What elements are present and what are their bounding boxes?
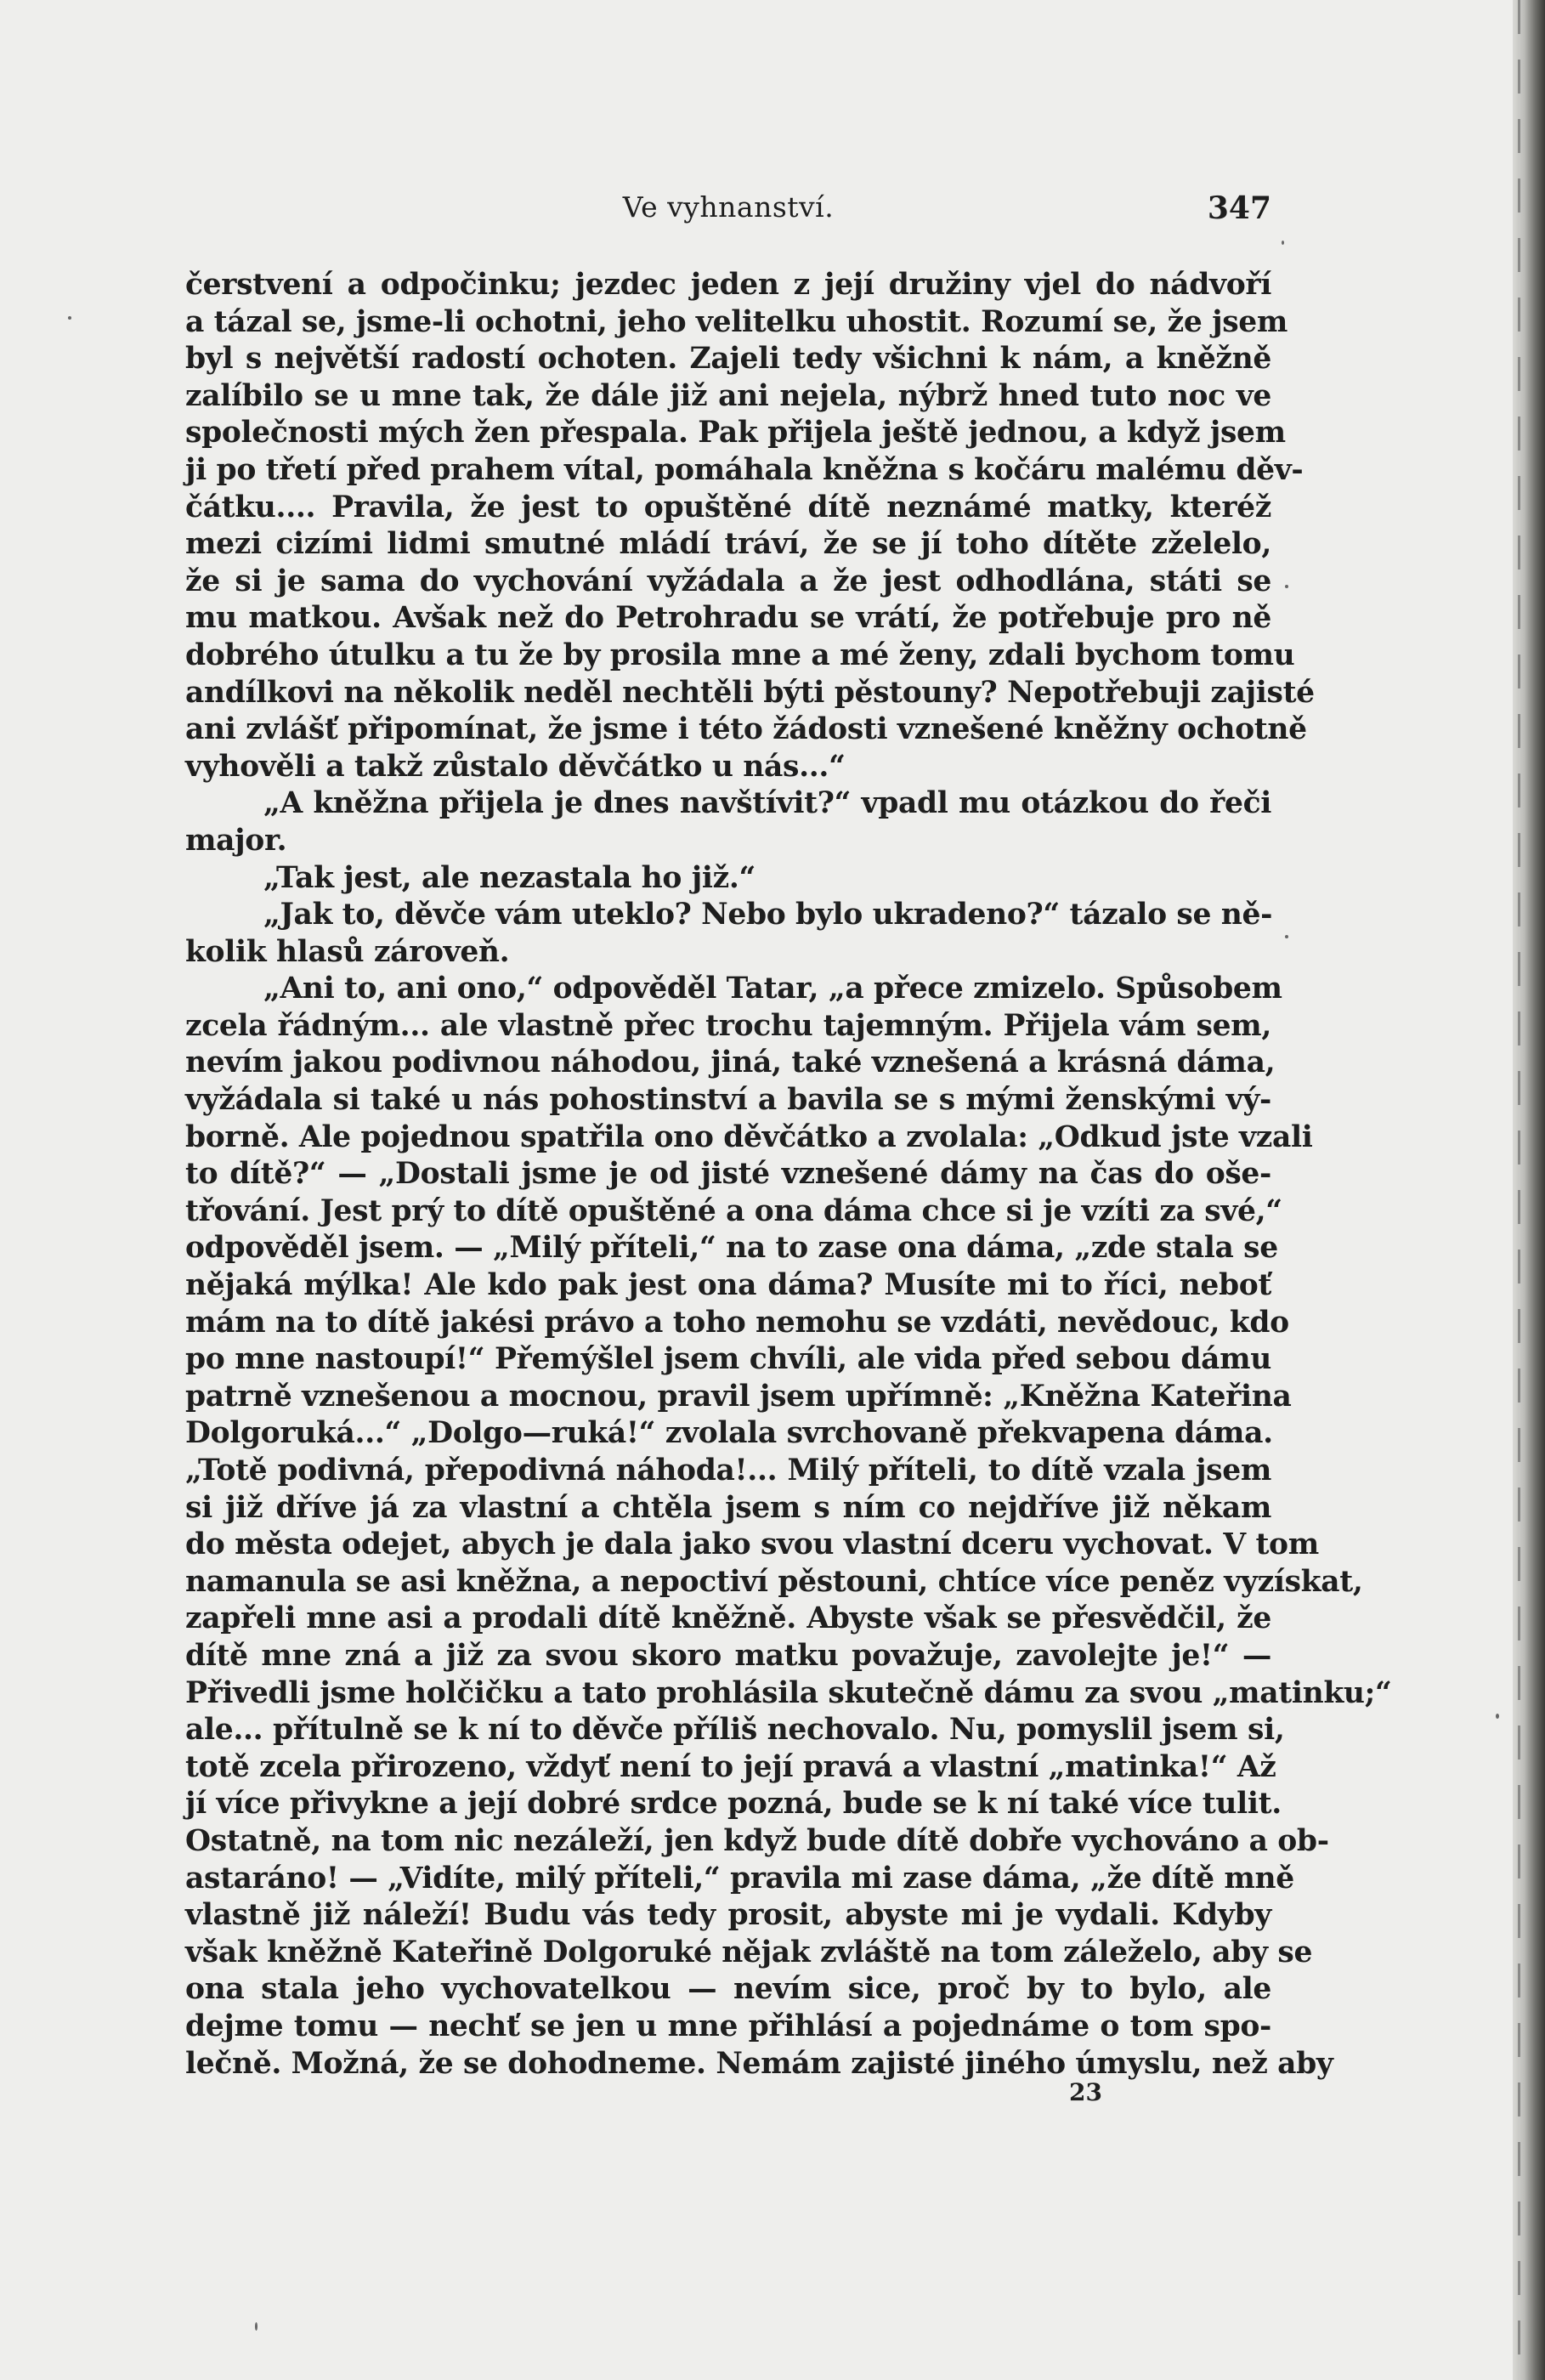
text-line: po mne nastoupí!“ Přemýšlel jsem chvíli, ale vida před sebou dámu	[185, 1342, 1271, 1377]
paper-speck	[1285, 935, 1288, 938]
text-line: nevím jakou podivnou náhodou, jiná, také vznešená a krásná dáma,	[185, 1046, 1276, 1080]
text-line: zapřeli mne asi a prodali dítě kněžně. Abyste však se přesvědčil, že	[185, 1601, 1271, 1636]
signature-mark: 23	[1069, 2078, 1102, 2106]
paper-speck	[1285, 585, 1288, 588]
paper-speck	[1496, 1714, 1499, 1719]
text-line: „Totě podivná, přepodivná náhoda!... Milý příteli, to dítě vzala jsem	[185, 1454, 1271, 1488]
text-line: mu matkou. Avšak než do Petrohradu se vrátí, že potřebuje pro ně	[185, 601, 1271, 636]
body-text	[185, 267, 1392, 2082]
page-header	[185, 190, 1271, 241]
text-line: Přivedli jsme holčičku a tato prohlásila skutečně dámu za svou „matinku;“	[185, 1675, 1392, 1710]
text-line: kolik hlasů zároveň.	[185, 934, 510, 969]
paper-speck	[255, 2322, 258, 2331]
text-line: vyžádala si také u nás pohostinství a bavila se s mými ženskými vý-	[185, 1083, 1271, 1118]
text-line: to dítě?“ — „Dostali jsme je od jisté vznešené dámy na čas do oše-	[185, 1157, 1271, 1192]
text-line: byl s největší radostí ochoten. Zajeli tedy všichni k nám, a kněžně	[185, 342, 1271, 377]
text-line: dejme tomu — nechť se jen u mne přihlásí a pojednáme o tom spo-	[185, 2009, 1271, 2043]
text-line: však kněžně Kateřině Dolgoruké nějak zvláště na tom záleželo, aby se	[185, 1935, 1313, 1969]
text-line: ani zvlášť připomínat, že jsme i této žádosti vznešené kněžny ochotně	[185, 712, 1307, 747]
text-line: ji po třetí před prahem vítal, pomáhala kněžna s kočáru malému děv-	[185, 452, 1304, 487]
text-line: mezi cizími lidmi smutné mládí tráví, že se jí toho dítěte zželelo,	[185, 527, 1271, 562]
text-line: že si je sama do vychování vyžádala a že jest odhodlána, státi se	[185, 564, 1271, 598]
text-line: odpověděl jsem. — „Milý příteli,“ na to zase ona dáma, „zde stala se	[185, 1231, 1278, 1266]
page-number: 347	[1207, 190, 1271, 226]
text-line: lečně. Možná, že se dohodneme. Nemám zajisté jiného úmyslu, než aby	[185, 2046, 1333, 2081]
text-line: Ostatně, na tom nic nezáleží, jen když bude dítě dobře vychováno a ob-	[185, 1823, 1329, 1858]
page-edge	[1513, 0, 1545, 2380]
text-line: ona stala jeho vychovatelkou — nevím sice, proč by to bylo, ale	[185, 1972, 1271, 2007]
text-line: Dolgoruká...“ „Dolgo—ruká!“ zvolala svrchovaně překvapena dáma.	[185, 1416, 1273, 1451]
text-line: třování. Jest prý to dítě opuštěné a ona dáma chce si je vzíti za své,“	[185, 1193, 1282, 1228]
text-line: dítě mne zná a již za svou skoro matku považuje, zavolejte je!“ —	[185, 1638, 1271, 1673]
text-line: si již dříve já za vlastní a chtěla jsem s ním co nejdříve již někam	[185, 1490, 1271, 1525]
text-line: astaráno! — „Vidíte, milý příteli,“ pravila mi zase dáma, „že dítě mně	[185, 1861, 1294, 1896]
text-line: „A kněžna přijela je dnes navštívit?“ vpadl mu otázkou do řeči	[263, 786, 1271, 821]
text-line: major.	[185, 823, 287, 858]
text-line: zalíbilo se u mne tak, že dále již ani nejela, nýbrž hned tuto noc ve	[185, 378, 1271, 413]
running-title: Ve vyhnanství.	[622, 190, 835, 224]
text-line: nějaká mýlka! Ale kdo pak jest ona dáma? Musíte mi to říci, neboť	[185, 1268, 1271, 1303]
text-line: namanula se asi kněžna, a nepoctiví pěstouni, chtíce více peněz vyzískat,	[185, 1564, 1363, 1599]
text-line: „Jak to, děvče vám uteklo? Nebo bylo ukradeno?“ tázalo se ně-	[263, 898, 1273, 932]
text-line: mám na to dítě jakési právo a toho nemohu se vzdáti, nevědouc, kdo	[185, 1305, 1289, 1340]
text-line: andílkovi na několik neděl nechtěli býti pěstouny? Nepotřebuji zajisté	[185, 675, 1315, 710]
text-line: dobrého útulku a tu že by prosila mne a mé ženy, zdali bychom tomu	[185, 638, 1295, 672]
text-line: borně. Ale pojednou spatřila ono děvčátko a zvolala: „Odkud jste vzali	[185, 1119, 1313, 1154]
text-line: do města odejet, abych je dala jako svou vlastní dceru vychovat. V tom	[185, 1527, 1319, 1562]
paper-speck	[1282, 241, 1284, 245]
text-line: společnosti mých žen přespala. Pak přijela ještě jednou, a když jsem	[185, 416, 1286, 450]
text-line: a tázal se, jsme-li ochotni, jeho velitelku uhostit. Rozumí se, že jsem	[185, 304, 1288, 339]
text-line: „Ani to, ani ono,“ odpověděl Tatar, „a přece zmizelo. Spůsobem	[263, 972, 1282, 1006]
text-line: vyhověli a takž zůstalo děvčátko u nás...“	[185, 749, 846, 784]
text-line: vlastně již náleží! Budu vás tedy prosit, abyste mi je vydali. Kdyby	[185, 1898, 1271, 1933]
paper-speck	[68, 316, 71, 320]
text-line: čerstvení a odpočinku; jezdec jeden z její družiny vjel do nádvoří	[185, 268, 1271, 302]
text-line: zcela řádným... ale vlastně přec trochu tajemným. Přijela vám sem,	[185, 1008, 1271, 1043]
text-line: totě zcela přirozeno, vždyť není to její pravá a vlastní „matinka!“ Až	[185, 1749, 1276, 1784]
text-line: „Tak jest, ale nezastala ho již.“	[263, 860, 756, 895]
text-line: ale... přítulně se k ní to děvče příliš nechovalo. Nu, pomyslil jsem si,	[185, 1713, 1285, 1748]
text-line: patrně vznešenou a mocnou, pravil jsem upřímně: „Kněžna Kateřina	[185, 1379, 1292, 1414]
text-line: jí více přivykne a její dobré srdce pozná, bude se k ní také více tulit.	[185, 1787, 1282, 1822]
text-line: čátku.... Pravila, že jest to opuštěné dítě neznámé matky, kteréž	[185, 490, 1271, 524]
